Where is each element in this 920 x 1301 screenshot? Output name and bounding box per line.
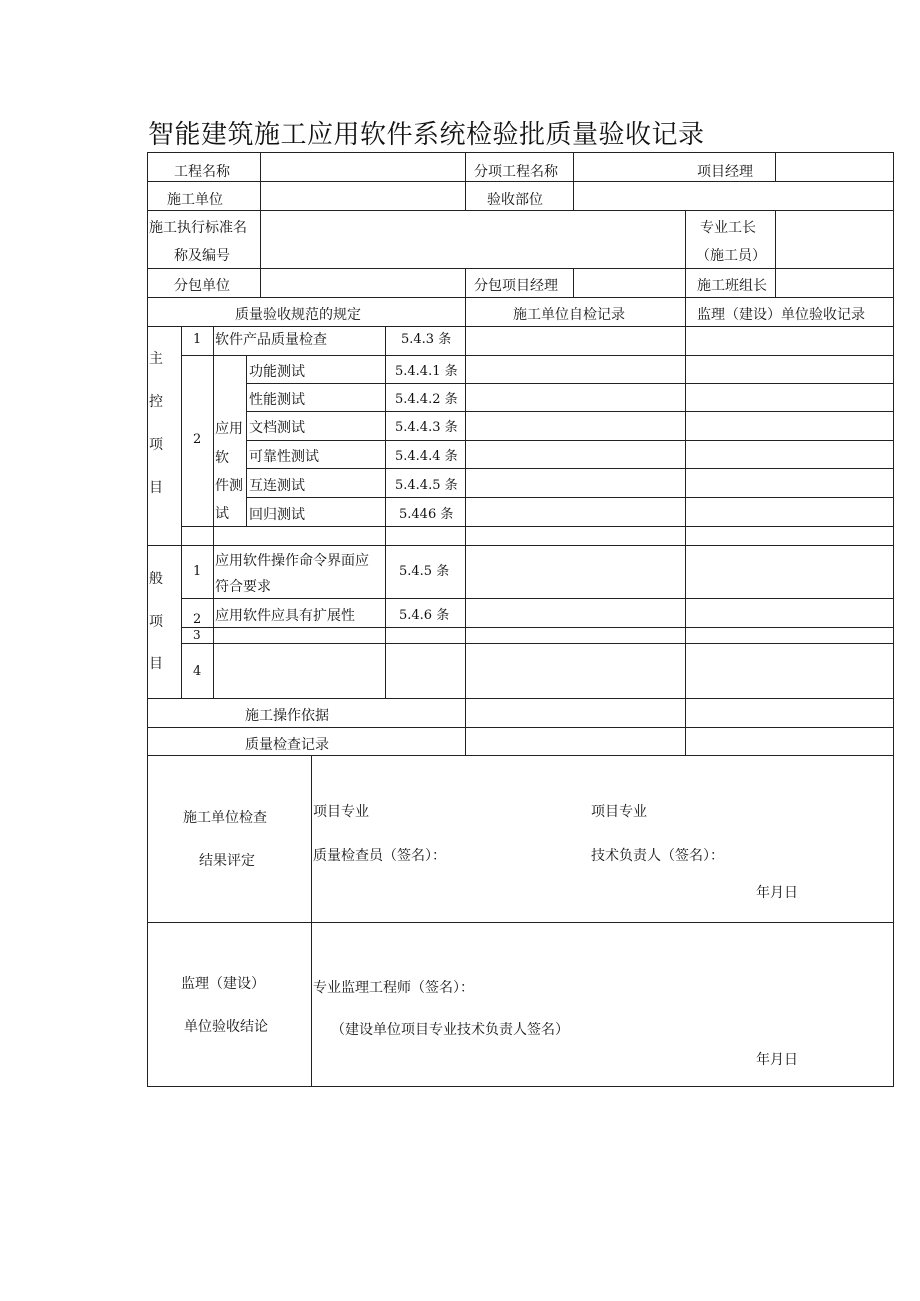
label-standard-line1: 施工执行标准名 xyxy=(149,220,247,236)
general-item-1-name: 符合要求 xyxy=(215,579,271,595)
label-foreman-line2: （施工员） xyxy=(696,248,766,264)
general-item-2-no: 2 xyxy=(193,612,202,627)
sub-test-clause: 5.446 条 xyxy=(399,507,454,522)
column-supervision: 监理（建设）单位验收记录 xyxy=(697,307,865,323)
sub-test-name: 功能测试 xyxy=(249,364,305,380)
label-sub-project-name: 分项工程名称 xyxy=(474,164,558,180)
sub-test-clause: 5.4.4.4 条 xyxy=(395,449,458,464)
sub-test-name: 回归测试 xyxy=(249,507,305,523)
main-label-char: 目 xyxy=(149,480,163,496)
main-item-2-no: 2 xyxy=(193,432,202,447)
main-item-1-clause: 5.4.3 条 xyxy=(401,332,452,347)
general-item-3-no: 3 xyxy=(193,628,201,642)
app-software-test-label: 试 xyxy=(215,506,229,522)
main-label-char: 主 xyxy=(149,351,163,367)
supervision-engineer-signature-label: 专业监理工程师（签名）： xyxy=(313,980,474,996)
label-subcontract-manager: 分包项目经理 xyxy=(474,278,558,294)
column-spec: 质量验收规范的规定 xyxy=(235,307,361,323)
owner-tech-lead-signature-label: （建设单位项目专业技术负责人签名） xyxy=(331,1022,569,1038)
page-title: 智能建筑施工应用软件系统检验批质量验收记录 xyxy=(148,120,705,150)
construction-result-label: 结果评定 xyxy=(199,853,255,869)
label-acceptance-part: 验收部位 xyxy=(487,192,543,208)
app-software-test-label: 件测 xyxy=(215,478,243,494)
construction-result-label: 施工单位检查 xyxy=(183,810,267,826)
sub-test-name: 可靠性测试 xyxy=(249,449,319,465)
supervision-result-label: 监理（建设） xyxy=(181,976,265,992)
supervision-result-label: 单位验收结论 xyxy=(184,1019,268,1035)
label-standard-line2: 称及编号 xyxy=(174,248,230,264)
label-project-manager: 项目经理 xyxy=(697,164,753,180)
inspector-label: 项目专业 xyxy=(313,804,369,820)
general-label-char: 般 xyxy=(149,571,163,587)
general-item-1-name: 应用软件操作命令界面应 xyxy=(215,553,369,569)
sub-test-clause: 5.4.4.1 条 xyxy=(395,364,458,379)
column-self-check: 施工单位自检记录 xyxy=(513,307,625,323)
inspector-signature-label: 质量检查员（签名）： xyxy=(313,848,446,864)
tech-lead-label: 项目专业 xyxy=(591,804,647,820)
label-project-name: 工程名称 xyxy=(174,164,230,180)
general-label-char: 目 xyxy=(149,656,163,672)
app-software-test-label: 应用 xyxy=(215,421,243,437)
general-item-1-no: 1 xyxy=(193,564,202,579)
main-item-1-no: 1 xyxy=(193,332,202,347)
sub-test-name: 性能测试 xyxy=(249,392,305,408)
main-label-char: 控 xyxy=(149,394,163,410)
general-item-2-clause: 5.4.6 条 xyxy=(399,608,450,623)
sub-test-clause: 5.4.4.5 条 xyxy=(395,478,458,493)
general-label-char: 项 xyxy=(149,614,163,630)
label-foreman-line1: 专业工长 xyxy=(700,220,756,236)
general-item-2-name: 应用软件应具有扩展性 xyxy=(215,608,355,624)
sub-test-clause: 5.4.4.3 条 xyxy=(395,420,458,435)
label-team-leader: 施工班组长 xyxy=(697,278,767,294)
main-item-1-name: 软件产品质量检查 xyxy=(215,332,327,348)
label-subcontract-unit: 分包单位 xyxy=(174,278,230,294)
label-quality-inspection-record: 质量检查记录 xyxy=(245,737,329,753)
sub-test-name: 文档测试 xyxy=(249,420,305,436)
app-software-test-label: 软 xyxy=(215,450,229,466)
sub-test-clause: 5.4.4.2 条 xyxy=(395,392,458,407)
general-item-1-clause: 5.4.5 条 xyxy=(399,564,450,579)
general-item-4-no: 4 xyxy=(193,664,202,679)
construction-date-label: 年月日 xyxy=(756,885,798,901)
label-construction-unit: 施工单位 xyxy=(167,192,223,208)
supervision-date-label: 年月日 xyxy=(756,1052,798,1068)
label-construction-basis: 施工操作依据 xyxy=(245,708,329,724)
sub-test-name: 互连测试 xyxy=(249,478,305,494)
tech-lead-signature-label: 技术负责人（签名）： xyxy=(591,848,724,864)
main-label-char: 项 xyxy=(149,437,163,453)
